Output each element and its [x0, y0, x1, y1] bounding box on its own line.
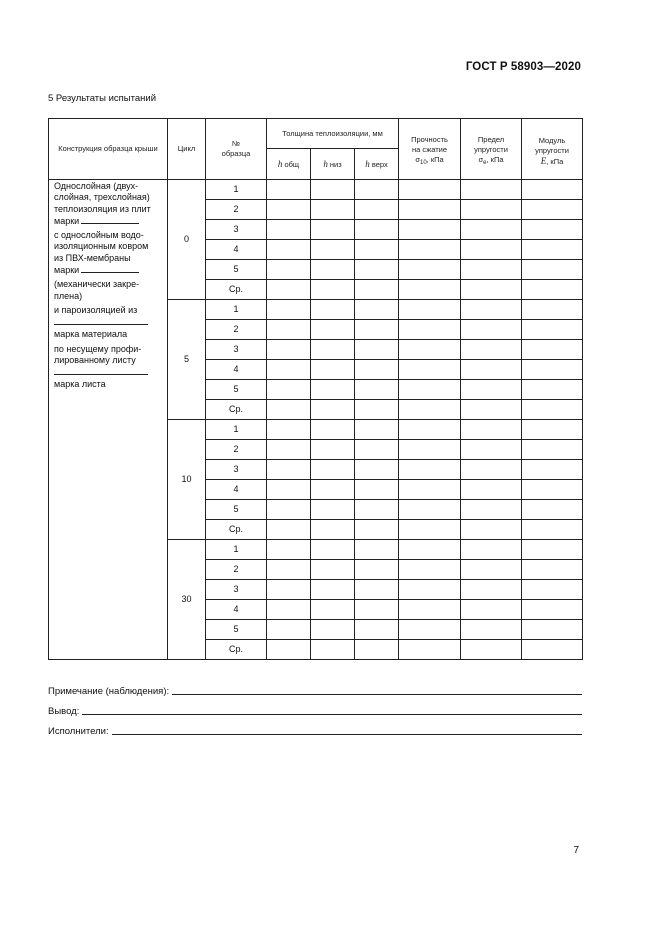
empty-data-cell[interactable] — [461, 280, 522, 300]
empty-data-cell[interactable] — [267, 240, 311, 260]
empty-data-cell[interactable] — [399, 460, 461, 480]
empty-data-cell[interactable] — [461, 520, 522, 540]
document-code: ГОСТ Р 58903—2020 — [465, 61, 581, 73]
empty-data-cell[interactable] — [355, 460, 399, 480]
sample-number-cell: 4 — [206, 360, 267, 380]
table-header-row — [49, 119, 583, 149]
cycle-cell: 30 — [168, 540, 206, 660]
construction-line: с однослойным водо- — [54, 230, 144, 241]
page-number: 7 — [573, 845, 579, 856]
sample-number-cell: 5 — [206, 500, 267, 520]
construction-line: лированному листу — [54, 354, 136, 365]
empty-data-cell[interactable] — [522, 400, 583, 420]
empty-data-cell[interactable] — [522, 640, 583, 660]
empty-data-cell[interactable] — [267, 640, 311, 660]
empty-data-cell[interactable] — [267, 380, 311, 400]
empty-data-cell[interactable] — [355, 220, 399, 240]
empty-data-cell[interactable] — [355, 500, 399, 520]
empty-data-cell[interactable] — [355, 280, 399, 300]
empty-data-cell[interactable] — [311, 420, 355, 440]
empty-data-cell[interactable] — [399, 280, 461, 300]
empty-data-cell[interactable] — [522, 520, 583, 540]
empty-data-cell[interactable] — [311, 280, 355, 300]
empty-data-cell[interactable] — [267, 300, 311, 320]
sample-number-cell: 1 — [206, 300, 267, 320]
empty-data-cell[interactable] — [461, 220, 522, 240]
empty-data-cell[interactable] — [311, 260, 355, 280]
construction-line: из ПВХ-мембраны — [54, 252, 131, 263]
empty-data-cell[interactable] — [311, 240, 355, 260]
sample-number-cell: Ср. — [206, 280, 267, 300]
empty-data-cell[interactable] — [461, 500, 522, 520]
sample-number-cell: 2 — [206, 320, 267, 340]
empty-data-cell[interactable] — [461, 240, 522, 260]
fill-in-blank[interactable] — [54, 316, 148, 325]
sample-number-cell: 4 — [206, 480, 267, 500]
construction-line: Однослойная (двух- — [54, 181, 139, 191]
note-field-row — [48, 677, 582, 697]
header-sample-number: № образца — [206, 119, 267, 180]
empty-data-cell[interactable] — [461, 180, 522, 200]
empty-data-cell[interactable] — [399, 600, 461, 620]
empty-data-cell[interactable] — [461, 380, 522, 400]
empty-data-cell[interactable] — [267, 200, 311, 220]
sample-number-cell: 2 — [206, 560, 267, 580]
header-construction: Конструкция образца крыши — [49, 119, 168, 180]
sample-number-cell: Ср. — [206, 400, 267, 420]
empty-data-cell[interactable] — [267, 540, 311, 560]
sample-number-cell: 3 — [206, 460, 267, 480]
empty-data-cell[interactable] — [522, 340, 583, 360]
empty-data-cell[interactable] — [267, 560, 311, 580]
empty-data-cell[interactable] — [461, 440, 522, 460]
empty-data-cell[interactable] — [522, 260, 583, 280]
empty-data-cell[interactable] — [355, 400, 399, 420]
empty-data-cell[interactable] — [311, 500, 355, 520]
header-h-total: h общ — [267, 149, 311, 180]
empty-data-cell[interactable] — [311, 460, 355, 480]
empty-data-cell[interactable] — [267, 440, 311, 460]
empty-data-cell[interactable] — [311, 180, 355, 200]
empty-data-cell[interactable] — [355, 420, 399, 440]
empty-data-cell[interactable] — [461, 560, 522, 580]
empty-data-cell[interactable] — [355, 200, 399, 220]
empty-data-cell[interactable] — [399, 440, 461, 460]
sample-number-cell: 5 — [206, 380, 267, 400]
empty-data-cell[interactable] — [355, 360, 399, 380]
empty-data-cell[interactable] — [355, 520, 399, 540]
empty-data-cell[interactable] — [267, 220, 311, 240]
sample-number-cell: 3 — [206, 220, 267, 240]
empty-data-cell[interactable] — [311, 620, 355, 640]
empty-data-cell[interactable] — [522, 360, 583, 380]
empty-data-cell[interactable] — [461, 420, 522, 440]
empty-data-cell[interactable] — [267, 180, 311, 200]
sample-number-cell: Ср. — [206, 520, 267, 540]
empty-data-cell[interactable] — [267, 260, 311, 280]
sample-number-cell: 5 — [206, 260, 267, 280]
empty-data-cell[interactable] — [355, 600, 399, 620]
empty-data-cell[interactable] — [311, 320, 355, 340]
empty-data-cell[interactable] — [311, 540, 355, 560]
cycle-cell: 5 — [168, 300, 206, 420]
empty-data-cell[interactable] — [522, 380, 583, 400]
empty-data-cell[interactable] — [399, 560, 461, 580]
empty-data-cell[interactable] — [355, 580, 399, 600]
empty-data-cell[interactable] — [311, 480, 355, 500]
empty-data-cell[interactable] — [399, 500, 461, 520]
empty-data-cell[interactable] — [311, 300, 355, 320]
empty-data-cell[interactable] — [355, 440, 399, 460]
construction-line: и пароизоляцией из — [54, 304, 138, 315]
empty-data-cell[interactable] — [461, 200, 522, 220]
empty-data-cell[interactable] — [355, 620, 399, 640]
empty-data-cell[interactable] — [461, 340, 522, 360]
empty-data-cell[interactable] — [522, 280, 583, 300]
empty-data-cell[interactable] — [522, 500, 583, 520]
empty-data-cell[interactable] — [399, 340, 461, 360]
empty-data-cell[interactable] — [355, 380, 399, 400]
results-table — [48, 118, 583, 660]
empty-data-cell[interactable] — [267, 340, 311, 360]
empty-data-cell[interactable] — [399, 180, 461, 200]
empty-data-cell[interactable] — [267, 320, 311, 340]
empty-data-cell[interactable] — [461, 640, 522, 660]
empty-data-cell[interactable] — [311, 520, 355, 540]
sample-number-cell: 1 — [206, 420, 267, 440]
conclusion-input[interactable] — [82, 706, 582, 715]
header-thickness-group: Толщина теплоизоляции, мм — [267, 119, 399, 149]
empty-data-cell[interactable] — [355, 640, 399, 660]
empty-data-cell[interactable] — [522, 600, 583, 620]
empty-data-cell[interactable] — [311, 640, 355, 660]
fill-in-blank[interactable] — [54, 366, 148, 375]
empty-data-cell[interactable] — [522, 620, 583, 640]
empty-data-cell[interactable] — [267, 360, 311, 380]
empty-data-cell[interactable] — [522, 460, 583, 480]
empty-data-cell[interactable] — [461, 320, 522, 340]
conclusion-label: Вывод: — [48, 706, 80, 717]
empty-data-cell[interactable] — [355, 540, 399, 560]
empty-data-cell[interactable] — [399, 540, 461, 560]
empty-data-cell[interactable] — [461, 260, 522, 280]
empty-data-cell[interactable] — [311, 360, 355, 380]
table-row — [49, 180, 583, 200]
construction-line: изоляционным ковром — [54, 241, 149, 252]
empty-data-cell[interactable] — [522, 420, 583, 440]
empty-data-cell[interactable] — [522, 560, 583, 580]
empty-data-cell[interactable] — [355, 480, 399, 500]
sample-number-cell: 2 — [206, 440, 267, 460]
header-compressive-strength: Прочность на сжатие $\sigma_{10}$, кПа — [399, 119, 461, 180]
empty-data-cell[interactable] — [399, 240, 461, 260]
construction-line: слойная, трехслойная) — [54, 192, 150, 203]
empty-data-cell[interactable] — [311, 440, 355, 460]
empty-data-cell[interactable] — [399, 260, 461, 280]
empty-data-cell[interactable] — [355, 260, 399, 280]
fill-in-blank[interactable] — [81, 264, 139, 273]
executors-label: Исполнители: — [48, 726, 109, 737]
empty-data-cell[interactable] — [267, 620, 311, 640]
empty-data-cell[interactable] — [311, 560, 355, 580]
header-elastic-limit: Предел упругости $\sigma_e$, кПа — [461, 119, 522, 180]
empty-data-cell[interactable] — [267, 520, 311, 540]
empty-data-cell[interactable] — [311, 200, 355, 220]
construction-line: марка материала — [54, 329, 128, 340]
empty-data-cell[interactable] — [461, 480, 522, 500]
header-cycle: Цикл — [168, 119, 206, 180]
empty-data-cell[interactable] — [399, 480, 461, 500]
empty-data-cell[interactable] — [461, 460, 522, 480]
note-label: Примечание (наблюдения): — [48, 686, 170, 697]
empty-data-cell[interactable] — [267, 500, 311, 520]
empty-data-cell[interactable] — [311, 380, 355, 400]
empty-data-cell[interactable] — [522, 440, 583, 460]
cycle-cell: 10 — [168, 420, 206, 540]
empty-data-cell[interactable] — [522, 540, 583, 560]
empty-data-cell[interactable] — [522, 300, 583, 320]
empty-data-cell[interactable] — [522, 200, 583, 220]
empty-data-cell[interactable] — [399, 320, 461, 340]
empty-data-cell[interactable] — [461, 540, 522, 560]
fill-in-blank[interactable] — [81, 215, 139, 224]
empty-data-cell[interactable] — [399, 620, 461, 640]
empty-data-cell[interactable] — [461, 300, 522, 320]
note-input[interactable] — [172, 686, 582, 695]
empty-data-cell[interactable] — [267, 420, 311, 440]
construction-line: марки — [54, 215, 165, 227]
sample-number-cell: 4 — [206, 600, 267, 620]
empty-data-cell[interactable] — [399, 420, 461, 440]
empty-data-cell[interactable] — [522, 240, 583, 260]
executors-field-row — [48, 717, 582, 737]
empty-data-cell[interactable] — [355, 180, 399, 200]
empty-data-cell[interactable] — [355, 300, 399, 320]
empty-data-cell[interactable] — [522, 220, 583, 240]
empty-data-cell[interactable] — [267, 400, 311, 420]
sample-number-cell: Ср. — [206, 640, 267, 660]
empty-data-cell[interactable] — [311, 340, 355, 360]
sample-number-cell: 1 — [206, 540, 267, 560]
empty-data-cell[interactable] — [355, 340, 399, 360]
construction-description — [49, 180, 168, 660]
cycle-cell: 0 — [168, 180, 206, 300]
empty-data-cell[interactable] — [267, 280, 311, 300]
construction-line: марки — [54, 264, 165, 276]
construction-line: теплоизоляция из плит — [54, 203, 151, 214]
empty-data-cell[interactable] — [461, 360, 522, 380]
empty-data-cell[interactable] — [355, 320, 399, 340]
empty-data-cell[interactable] — [355, 240, 399, 260]
empty-data-cell[interactable] — [461, 620, 522, 640]
empty-data-cell[interactable] — [311, 600, 355, 620]
header-elastic-modulus: Модуль упругости E, кПа — [522, 119, 583, 180]
header-h-bottom: h низ — [311, 149, 355, 180]
empty-data-cell[interactable] — [399, 580, 461, 600]
construction-line: плена) — [54, 290, 83, 301]
empty-data-cell[interactable] — [267, 460, 311, 480]
section-title: 5 Результаты испытаний — [48, 93, 157, 104]
empty-data-cell[interactable] — [399, 400, 461, 420]
empty-data-cell[interactable] — [522, 480, 583, 500]
empty-data-cell[interactable] — [399, 380, 461, 400]
empty-data-cell[interactable] — [267, 580, 311, 600]
sample-number-cell: 2 — [206, 200, 267, 220]
empty-data-cell[interactable] — [399, 300, 461, 320]
empty-data-cell[interactable] — [522, 180, 583, 200]
empty-data-cell[interactable] — [399, 360, 461, 380]
conclusion-field-row — [48, 697, 582, 717]
sample-number-cell: 3 — [206, 580, 267, 600]
executors-input[interactable] — [112, 726, 582, 735]
empty-data-cell[interactable] — [355, 560, 399, 580]
form-fields — [48, 677, 582, 737]
empty-data-cell[interactable] — [522, 580, 583, 600]
empty-data-cell[interactable] — [399, 220, 461, 240]
sample-number-cell: 3 — [206, 340, 267, 360]
construction-line: марка листа — [54, 379, 106, 390]
empty-data-cell[interactable] — [461, 600, 522, 620]
empty-data-cell[interactable] — [311, 400, 355, 420]
empty-data-cell[interactable] — [522, 320, 583, 340]
sample-number-cell: 4 — [206, 240, 267, 260]
empty-data-cell[interactable] — [311, 580, 355, 600]
empty-data-cell[interactable] — [311, 220, 355, 240]
empty-data-cell[interactable] — [399, 520, 461, 540]
sample-number-cell: 5 — [206, 620, 267, 640]
sample-number-cell: 1 — [206, 180, 267, 200]
empty-data-cell[interactable] — [399, 640, 461, 660]
empty-data-cell[interactable] — [267, 480, 311, 500]
empty-data-cell[interactable] — [399, 200, 461, 220]
empty-data-cell[interactable] — [267, 600, 311, 620]
empty-data-cell[interactable] — [461, 400, 522, 420]
header-h-top: h верх — [355, 149, 399, 180]
construction-line: (механически закре- — [54, 279, 140, 290]
empty-data-cell[interactable] — [461, 580, 522, 600]
construction-line: по несущему профи- — [54, 343, 142, 354]
